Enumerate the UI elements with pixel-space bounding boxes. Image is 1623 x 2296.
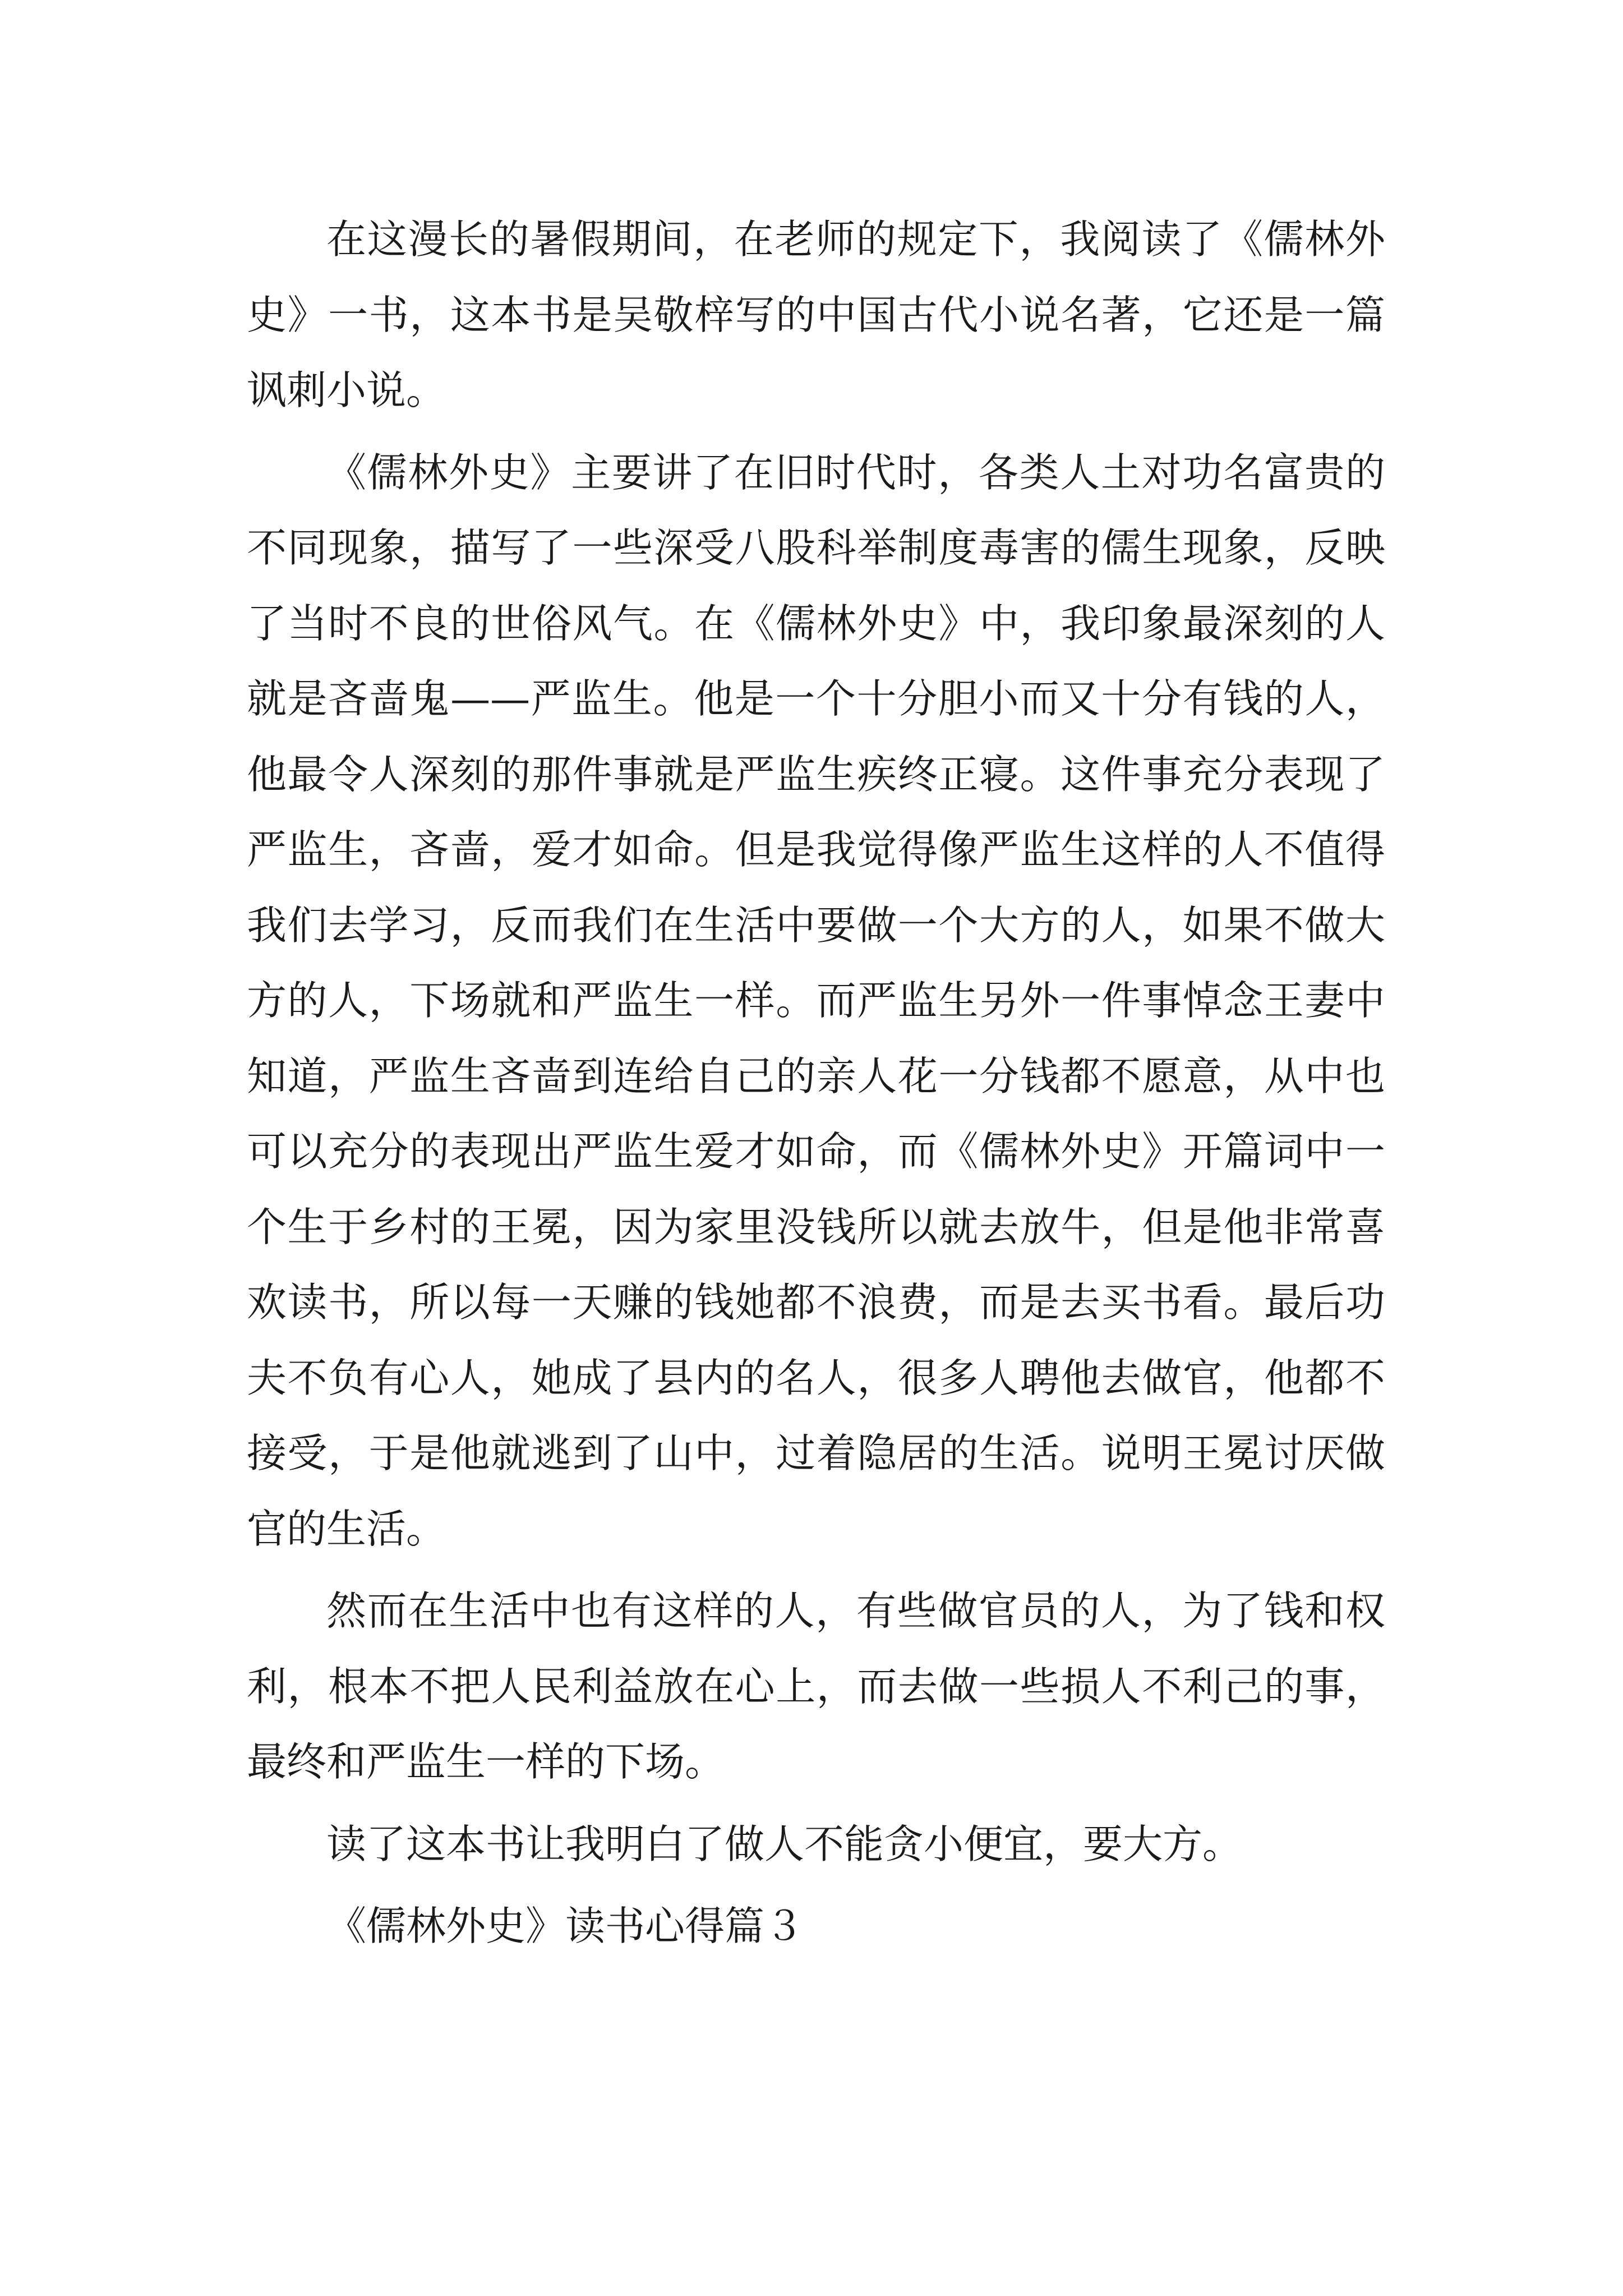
paragraph-conclusion: 读了这本书让我明白了做人不能贪小便宜，要大方。 [326,1820,1243,1867]
document-body [247,202,1385,1964]
paragraph-reflection: 然而在生活中也有这样的人，有些做官员的人，为了钱和权利，根本不把人民利益放在心上，而去做一些损人不利己的事，最终和严监生一样的下场。 [247,1588,1385,1785]
paragraph-summary: 《儒林外史》主要讲了在旧时代时，各类人土对功名富贵的不同现象，描写了一些深受八股科举制度毒害的儒生现象，反映了当时不良的世俗风气。在《儒林外史》中，我印象最深刻的人就是吝啬鬼——严监生。他是一个十分胆小而又十分有钱的人，他最令人深刻的那件事就是严监生疾终正寝。这件事充分表现了严监生，吝啬，爱才如命。但是我觉得像严监生这样的人不值得我们去学习，反而我们在生活中要做一个大方的人，如果不做大方的人，下场就和严监生一样。而严监生另外一件事悼念王妻中知道，严监生吝啬到连给自己的亲人花一分钱都不愿意，从中也可以充分的表现出严监生爱才如命，而《儒林外史》开篇词中一个生于乡村的王冕，因为家里没钱所以就去放牛，但是他非常喜欢读书，所以每一天赚的钱她都不浪费，而是去买书看。最后功夫不负有心人，她成了县内的名人，很多人聘他去做官，他都不接受，于是他就逃到了山中，过着隐居的生活。说明王冕讨厌做官的生活。 [247,449,1385,1552]
section-heading: 《儒林外史》读书心得篇３ [326,1903,805,1949]
paragraph-intro: 在这漫长的暑假期间，在老师的规定下，我阅读了《儒林外史》一书，这本书是吴敬梓写的中国古代小说名著，它还是一篇讽刺小说。 [247,216,1385,413]
